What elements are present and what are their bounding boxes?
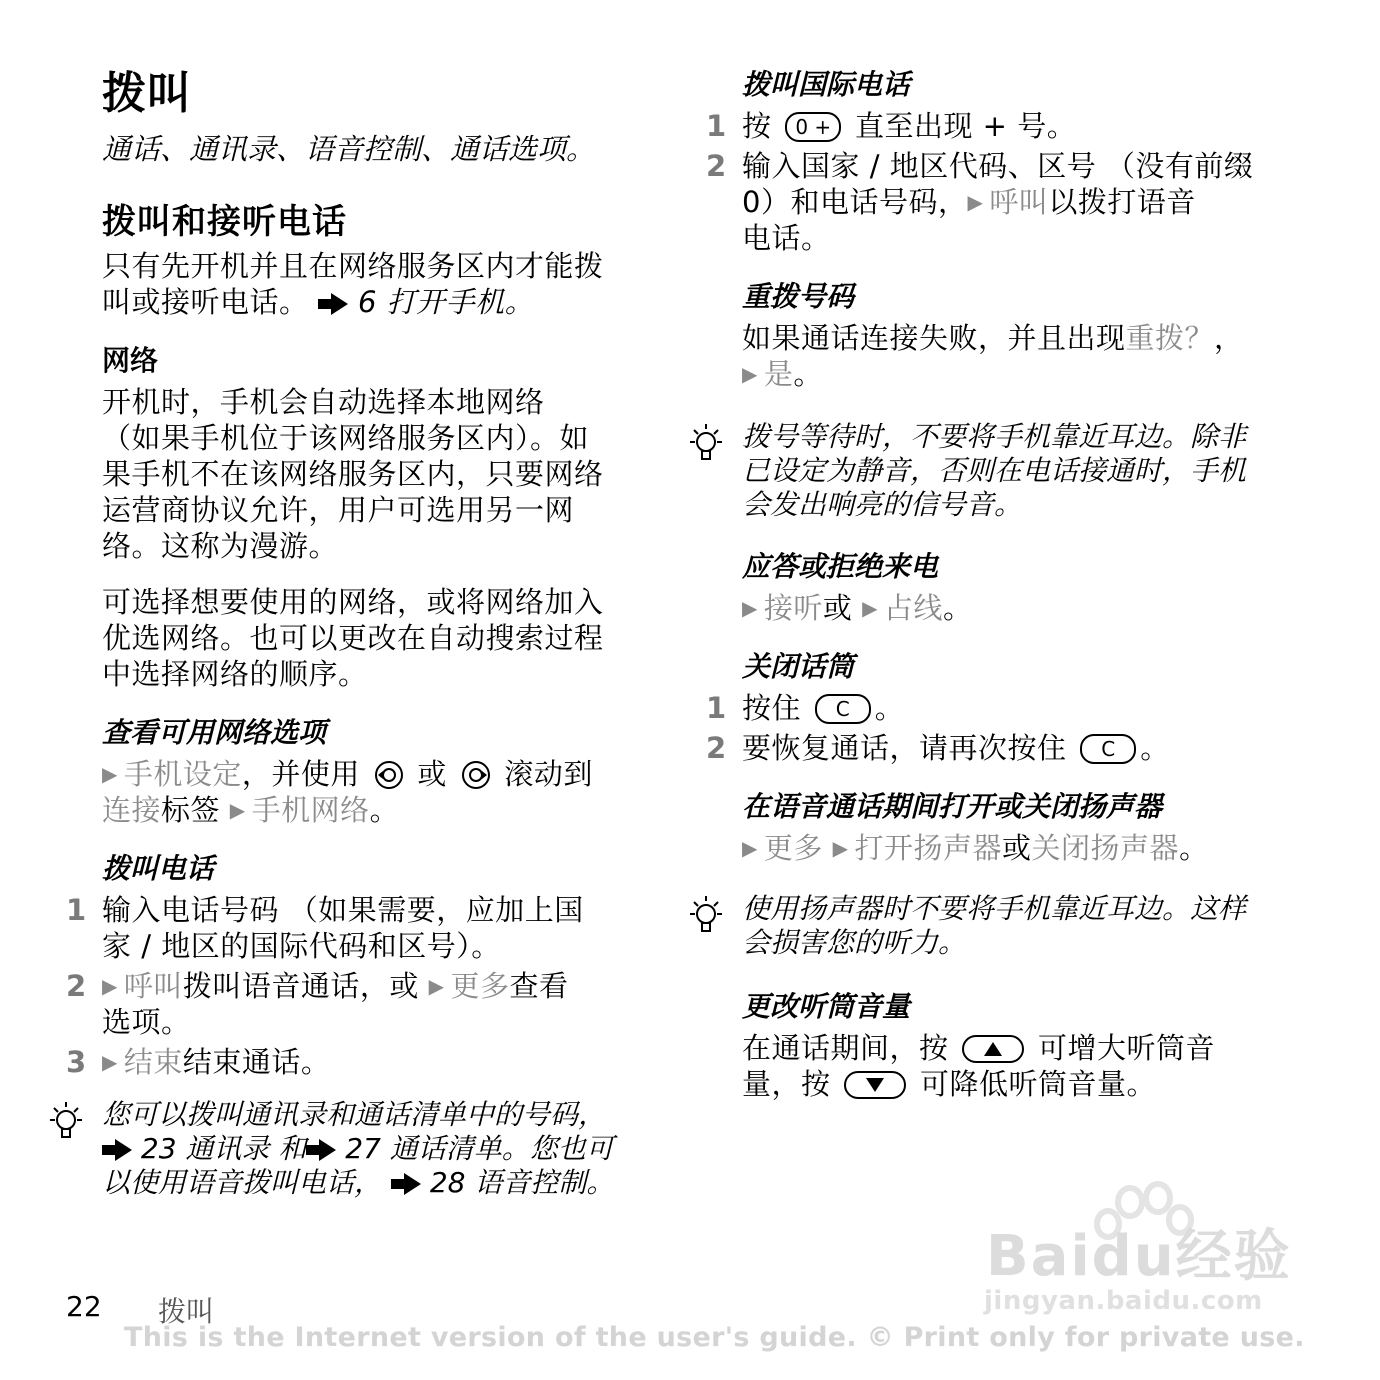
- menu-arrow-icon: ▶: [102, 762, 118, 786]
- volume-instructions: 在通话期间，按 可增大听筒音 量，按 可降低听筒音量。: [742, 1031, 1215, 1101]
- menu-arrow-icon: ▶: [742, 836, 758, 860]
- menu-phone-networks: 手机网络: [251, 793, 370, 827]
- menu-arrow-icon: ▶: [742, 596, 758, 620]
- speaker-instructions: ▶ 更多 ▶ 打开扬声器或关闭扬声器。: [742, 831, 1209, 865]
- step-number: 2: [706, 731, 727, 765]
- step-number: 2: [706, 149, 727, 183]
- subheading-speaker: 在语音通话期间打开或关闭扬声器: [742, 790, 1163, 823]
- subheading-international: 拨叫国际电话: [742, 68, 911, 101]
- menu-call: 呼叫: [989, 185, 1049, 219]
- menu-end-call: 结束: [123, 1045, 183, 1079]
- intl-step-2: 输入国家 / 地区代码、区号 （没有前缀 0）和电话号码，▶ 呼叫以拨打语音 电话。: [742, 149, 1254, 255]
- calling-intro: 只有先开机并且在网络服务区内才能拨 叫或接听电话。 6 打开手机。: [102, 249, 604, 319]
- nav-key-right-icon: [461, 760, 491, 790]
- menu-busy: 占线: [884, 591, 944, 625]
- mute-step-2: 要恢复通话，请再次按住 C 。: [742, 731, 1170, 765]
- footer-copyright-note: This is the Internet version of the user's guide. © Print only for private use.: [124, 1322, 1305, 1353]
- tip-call-from-contacts: 您可以拨叫通讯录和通话清单中的号码， 23 通讯录 和 27 通话清单。您也可 以使用语音拨叫电话， 28 语音控制。: [102, 1098, 615, 1199]
- call-step-2: ▶ 呼叫拨叫语音通话，或 ▶ 更多查看 选项。: [102, 969, 569, 1039]
- lightbulb-tip-icon: [44, 1100, 88, 1144]
- menu-speaker-on: 打开扬声器: [854, 831, 1003, 865]
- menu-more: 更多: [450, 969, 510, 1003]
- step-number: 1: [66, 893, 87, 927]
- nav-key-left-icon: [374, 760, 404, 790]
- subheading-make-call: 拨叫电话: [102, 852, 215, 885]
- tab-connectivity: 连接: [102, 793, 162, 827]
- menu-arrow-icon: ▶: [102, 1050, 118, 1074]
- page-number: 22: [66, 1290, 102, 1323]
- menu-call: 呼叫: [123, 969, 183, 1003]
- menu-speaker-off: 关闭扬声器: [1031, 831, 1180, 865]
- tip-dialing: 拨号等待时，不要将手机靠近耳边。除非 已设定为静音，否则在电话接通时，手机 会发出响亮的信号音。: [742, 420, 1247, 521]
- subheading-mute: 关闭话筒: [742, 650, 855, 683]
- menu-arrow-icon: ▶: [967, 190, 984, 214]
- menu-arrow-icon: ▶: [102, 974, 118, 998]
- volume-down-key-icon: [844, 1070, 906, 1100]
- menu-yes: 是: [763, 357, 794, 391]
- intl-step-1: 按 0 + 直至出现 + 号。: [742, 109, 1077, 143]
- page-title: 拨叫: [102, 68, 192, 119]
- footer-section-title: 拨叫: [158, 1295, 215, 1328]
- clear-key-icon: C: [1080, 734, 1136, 764]
- clear-key-icon: C: [815, 694, 871, 724]
- call-step-1: 输入电话号码 （如果需要，应加上国 家 / 地区的国际代码和区号）。: [102, 893, 584, 963]
- reference-arrow-icon: [306, 1139, 336, 1161]
- menu-arrow-icon: ▶: [229, 798, 246, 822]
- volume-up-key-icon: [962, 1034, 1024, 1064]
- step-number: 2: [66, 969, 87, 1003]
- baidu-url: jingyan.baidu.com: [984, 1286, 1263, 1316]
- menu-more: 更多: [763, 831, 823, 865]
- menu-arrow-icon: ▶: [862, 596, 879, 620]
- mute-step-1: 按住 C 。: [742, 691, 905, 725]
- tip-speaker: 使用扬声器时不要将手机靠近耳边。这样 会损害您的听力。: [742, 892, 1247, 959]
- step-number: 3: [66, 1045, 87, 1079]
- menu-arrow-icon: ▶: [742, 362, 758, 386]
- zero-plus-key-icon: 0 +: [785, 112, 841, 142]
- menu-arrow-icon: ▶: [832, 836, 849, 860]
- subheading-view-options: 查看可用网络选项: [102, 716, 327, 749]
- menu-arrow-icon: ▶: [428, 974, 445, 998]
- reference-arrow-icon: [318, 293, 348, 315]
- subheading-network: 网络: [102, 344, 159, 377]
- page-subtitle: 通话、通讯录、语音控制、通话选项。: [102, 132, 596, 166]
- subheading-volume: 更改听筒音量: [742, 990, 911, 1023]
- reference-arrow-icon: [102, 1139, 132, 1161]
- step-number: 1: [706, 691, 727, 725]
- baidu-logo: Baidu经验: [986, 1224, 1292, 1289]
- step-number: 1: [706, 109, 727, 143]
- reference-arrow-icon: [391, 1173, 421, 1195]
- menu-redial: 重拨？: [1125, 321, 1215, 355]
- menu-phone-settings: 手机设定: [123, 757, 242, 791]
- menu-answer: 接听: [763, 591, 823, 625]
- network-paragraph-1: 开机时，手机会自动选择本地网络 （如果手机位于该网络服务区内）。如 果手机不在该网络服务区内，只要网络 运营商协议允许，用户可选用另一网 络。这称为漫游。: [102, 385, 604, 563]
- lightbulb-tip-icon: [684, 894, 728, 938]
- view-options-instructions: ▶ 手机设定，并使用 或 滚动到 连接标签 ▶ 手机网络。: [102, 757, 593, 827]
- network-paragraph-2: 可选择想要使用的网络，或将网络加入 优选网络。也可以更改在自动搜索过程 中选择网络的顺序。: [102, 585, 604, 691]
- answer-instructions: ▶ 接听或 ▶ 占线。: [742, 591, 973, 625]
- section-heading-calling: 拨叫和接听电话: [102, 202, 347, 242]
- call-step-3: ▶ 结束结束通话。: [102, 1045, 331, 1079]
- redial-instructions: 如果通话连接失败，并且出现重拨？， ▶ 是。: [742, 321, 1244, 391]
- subheading-answer-reject: 应答或拒绝来电: [742, 550, 939, 583]
- subheading-redial: 重拨号码: [742, 280, 855, 313]
- lightbulb-tip-icon: [684, 422, 728, 466]
